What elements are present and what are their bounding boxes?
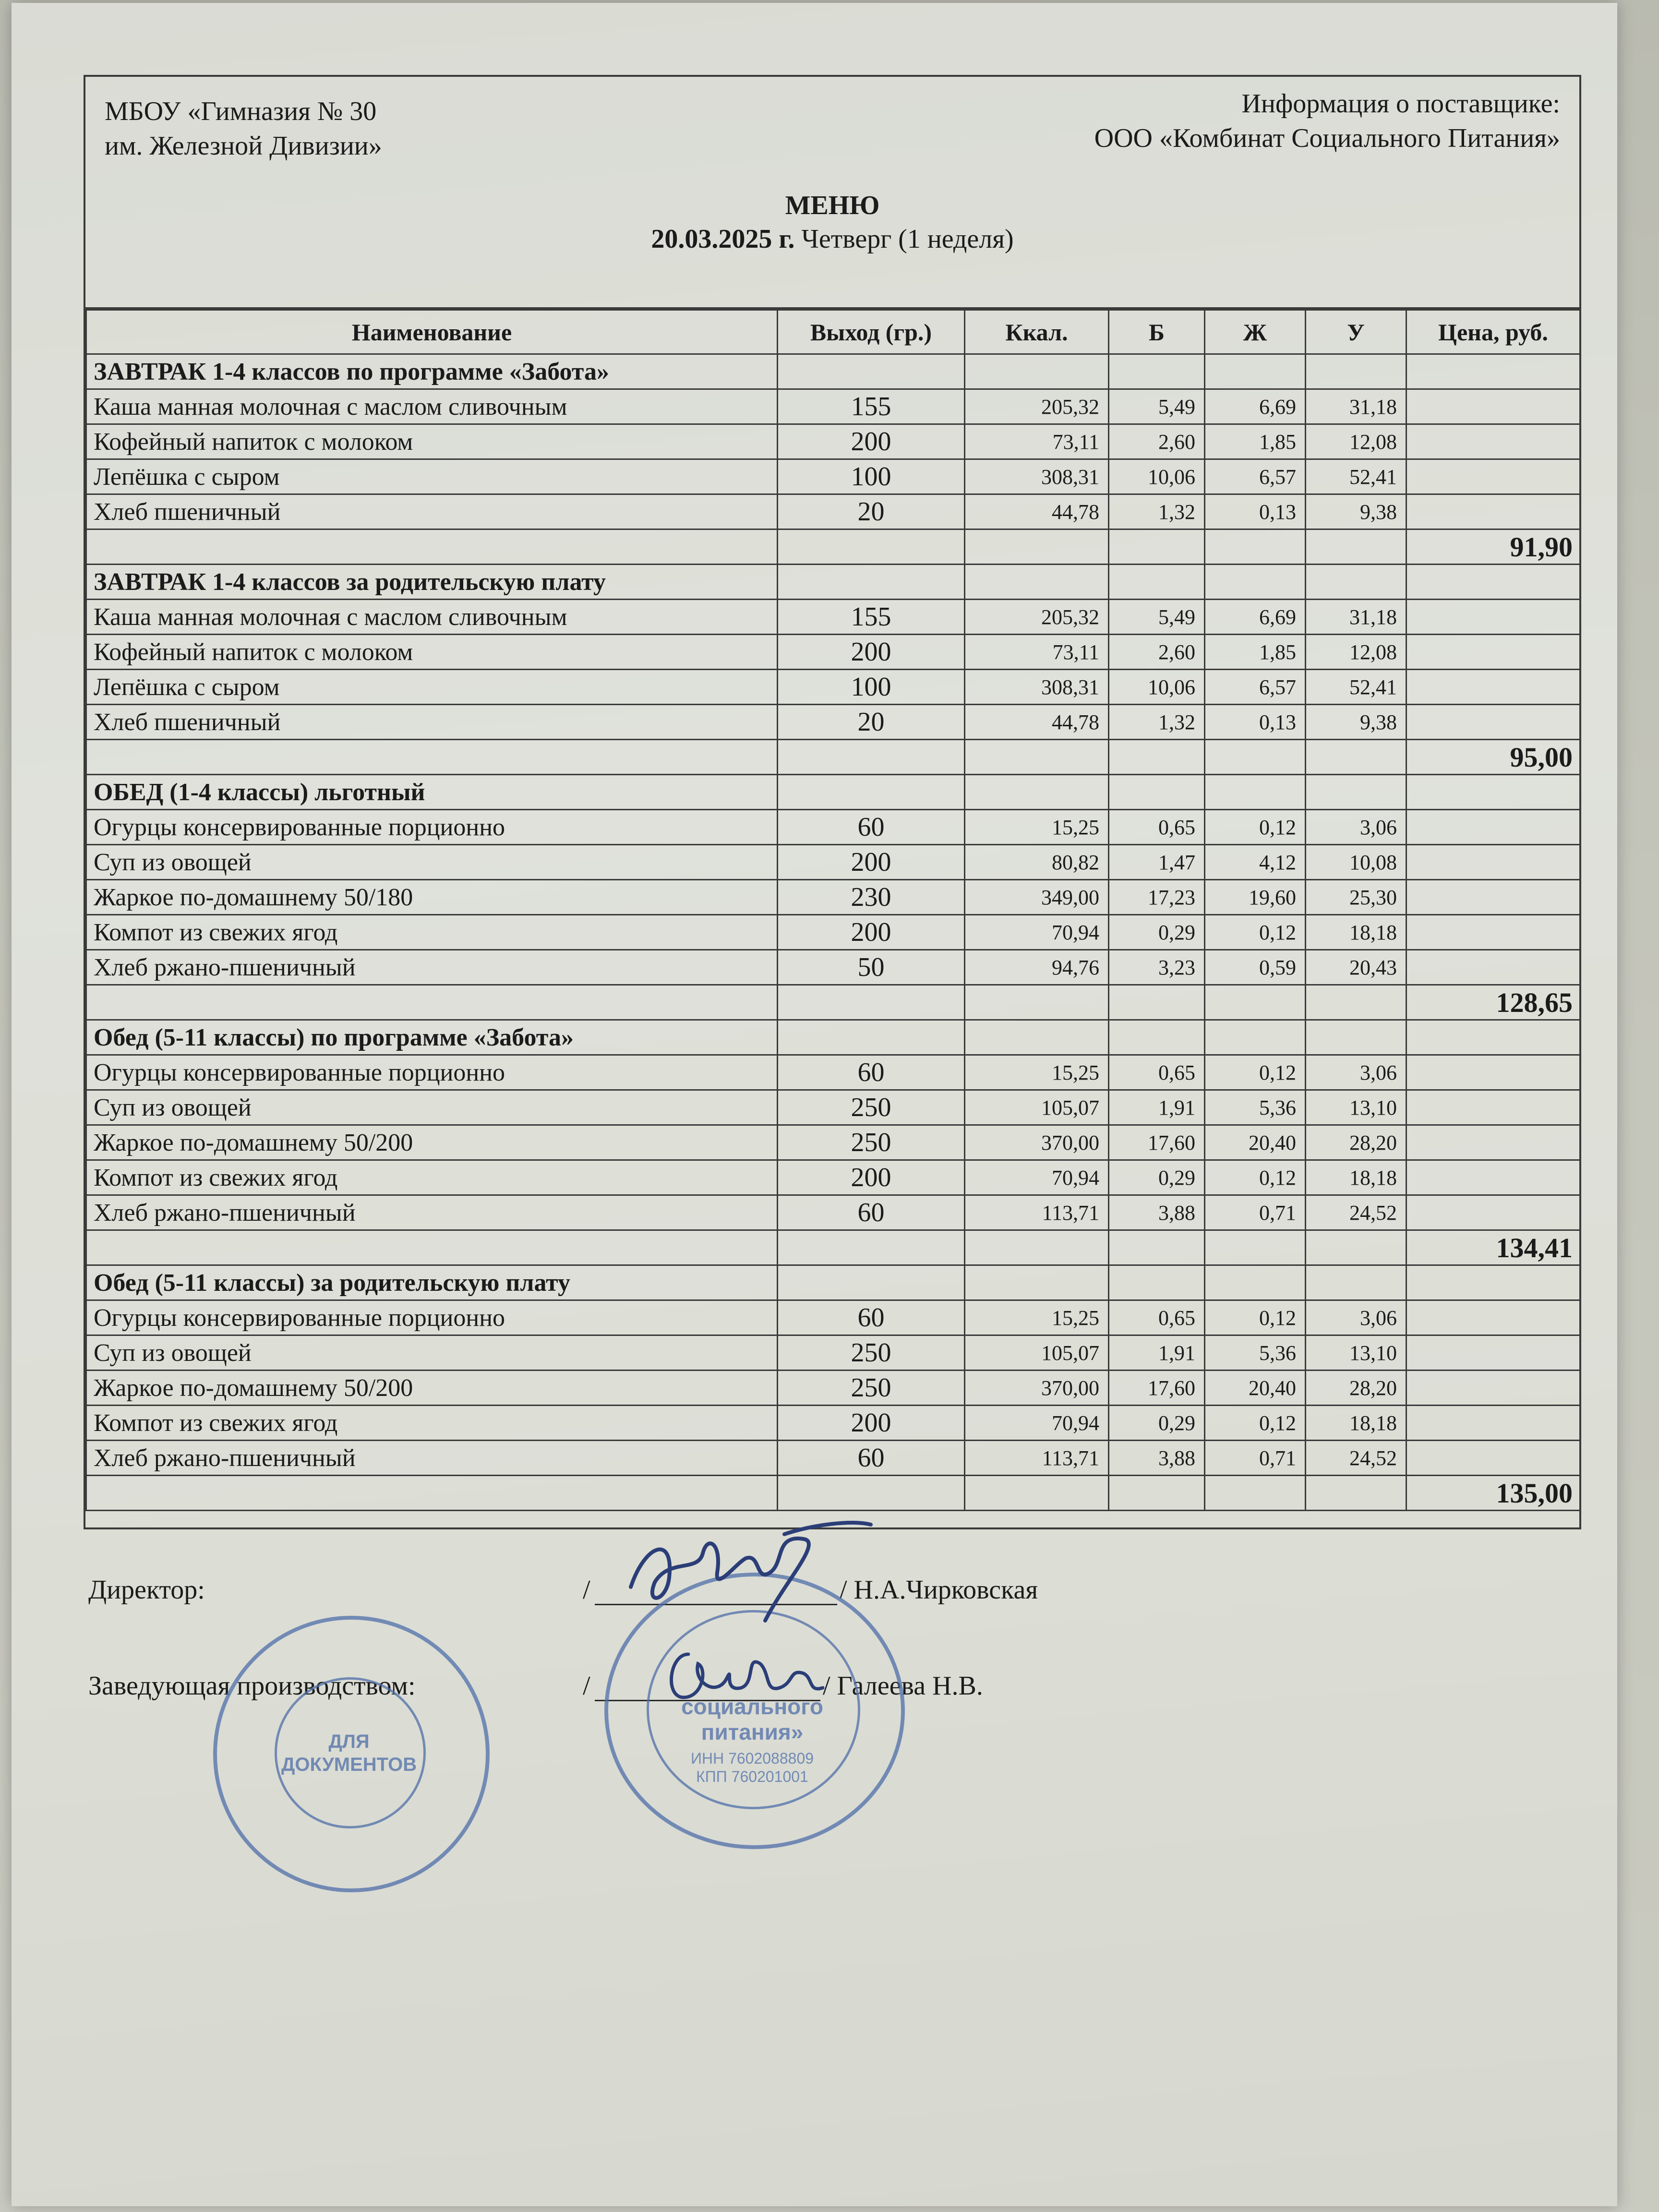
cell-b: 1,32 [1109,494,1205,529]
cell-u: 25,30 [1306,880,1407,915]
section-row [86,354,1580,389]
table-row [86,670,1580,705]
column-header: Ж [1205,310,1306,354]
director-name: / Н.А.Чирковская [840,1575,1038,1605]
table-row [86,459,1580,494]
director-label: Директор: [88,1575,205,1605]
table-row [86,1370,1580,1406]
cell-u: 12,08 [1306,424,1407,459]
section-title: ЗАВТРАК 1-4 классов по программе «Забота» [86,354,778,389]
director-signature [602,1505,900,1630]
dish-name: Кофейный напиток с молоком [86,635,778,670]
cell-zh: 6,57 [1205,670,1306,705]
cell-u: 18,18 [1306,1406,1407,1441]
column-header: Выход (гр.) [778,310,965,354]
cell-out: 200 [778,1406,965,1441]
cell-kcal: 349,00 [965,880,1109,915]
dish-name: Огурцы консервированные порционно [86,1055,778,1090]
cell-zh: 20,40 [1205,1370,1306,1406]
section-title: Обед (5-11 классы) по программе «Забота» [86,1020,778,1055]
section-total-price: 95,00 [1407,740,1580,775]
dish-name: Суп из овощей [86,1335,778,1370]
cell-out: 100 [778,670,965,705]
manager-slash: / [583,1671,590,1701]
dish-name: Хлеб пшеничный [86,494,778,529]
cell-kcal: 70,94 [965,915,1109,950]
column-header: Цена, руб. [1407,310,1580,354]
cell-b: 17,60 [1109,1370,1205,1406]
table-row [86,915,1580,950]
cell-zh: 4,12 [1205,845,1306,880]
dish-name: Лепёшка с сыром [86,670,778,705]
cell-u: 10,08 [1306,845,1407,880]
cell-u: 3,06 [1306,1300,1407,1335]
cell-u: 12,08 [1306,635,1407,670]
menu-date: 20.03.2025 г. Четверг (1 неделя) [651,224,1014,254]
cell-out: 60 [778,1441,965,1476]
cell-u: 24,52 [1306,1441,1407,1476]
cell-b: 5,49 [1109,600,1205,635]
cell-zh: 0,12 [1205,1406,1306,1441]
cell-kcal: 105,07 [965,1335,1109,1370]
section-row [86,1265,1580,1300]
cell-b: 1,91 [1109,1090,1205,1125]
cell-out: 250 [778,1370,965,1406]
cell-out: 200 [778,635,965,670]
cell-kcal: 370,00 [965,1370,1109,1406]
table-row [86,705,1580,740]
dish-name: Хлеб ржано-пшеничный [86,950,778,985]
stamp-center-text: ДЛЯ ДОКУМЕНТОВ [281,1731,417,1775]
cell-zh: 0,12 [1205,1055,1306,1090]
dish-name: Огурцы консервированные порционно [86,1300,778,1335]
cell-zh: 0,12 [1205,810,1306,845]
column-header: Наименование [86,310,778,354]
stamp-center-text-1: социального [681,1694,823,1719]
cell-zh: 5,36 [1205,1090,1306,1125]
menu-header [85,77,1579,309]
cell-zh: 0,71 [1205,1195,1306,1230]
cell-kcal: 15,25 [965,1055,1109,1090]
cell-out: 60 [778,810,965,845]
column-header: Б [1109,310,1205,354]
cell-out: 200 [778,1160,965,1195]
dish-name: Лепёшка с сыром [86,459,778,494]
cell-kcal: 44,78 [965,705,1109,740]
cell-b: 1,32 [1109,705,1205,740]
cell-u: 20,43 [1306,950,1407,985]
cell-u: 24,52 [1306,1195,1407,1230]
cell-b: 1,47 [1109,845,1205,880]
cell-u: 31,18 [1306,600,1407,635]
dish-name: Компот из свежих ягод [86,915,778,950]
supplier-info: Информация о поставщике: ООО «Комбинат Социального Питания» [1094,89,1560,153]
section-title: Обед (5-11 классы) за родительскую плату [86,1265,778,1300]
menu-frame [84,75,1581,1529]
menu-table [85,309,1581,1511]
table-row [86,424,1580,459]
cell-out: 60 [778,1195,965,1230]
cell-u: 28,20 [1306,1370,1407,1406]
cell-zh: 1,85 [1205,424,1306,459]
total-row [86,985,1580,1020]
table-row [86,1055,1580,1090]
cell-kcal: 70,94 [965,1406,1109,1441]
cell-u: 52,41 [1306,670,1407,705]
section-title: ЗАВТРАК 1-4 классов за родительскую плату [86,565,778,600]
cell-u: 18,18 [1306,1160,1407,1195]
cell-b: 0,65 [1109,1300,1205,1335]
table-row [86,1125,1580,1160]
table-row [86,1195,1580,1230]
cell-zh: 19,60 [1205,880,1306,915]
cell-zh: 0,13 [1205,494,1306,529]
dish-name: Жаркое по-домашнему 50/200 [86,1370,778,1406]
cell-b: 0,29 [1109,1406,1205,1441]
cell-zh: 6,57 [1205,459,1306,494]
cell-b: 10,06 [1109,670,1205,705]
dish-name: Хлеб пшеничный [86,705,778,740]
table-row [86,635,1580,670]
cell-b: 0,29 [1109,915,1205,950]
school-stamp [213,1616,490,1892]
cell-u: 13,10 [1306,1335,1407,1370]
cell-u: 9,38 [1306,705,1407,740]
cell-u: 3,06 [1306,1055,1407,1090]
section-row [86,775,1580,810]
dish-name: Каша манная молочная с маслом сливочным [86,600,778,635]
table-row [86,494,1580,529]
cell-kcal: 113,71 [965,1441,1109,1476]
dish-name: Каша манная молочная с маслом сливочным [86,389,778,424]
column-header: Ккал. [965,310,1109,354]
table-header-row [86,310,1580,354]
table-row [86,845,1580,880]
cell-kcal: 308,31 [965,670,1109,705]
table-row [86,950,1580,985]
cell-kcal: 205,32 [965,389,1109,424]
cell-b: 3,88 [1109,1441,1205,1476]
table-row [86,880,1580,915]
cell-kcal: 94,76 [965,950,1109,985]
cell-zh: 6,69 [1205,600,1306,635]
cell-out: 250 [778,1090,965,1125]
cell-zh: 0,59 [1205,950,1306,985]
table-row [86,1300,1580,1335]
cell-zh: 0,13 [1205,705,1306,740]
table-row [86,1335,1580,1370]
total-row [86,529,1580,565]
cell-out: 155 [778,600,965,635]
cell-b: 0,65 [1109,810,1205,845]
cell-zh: 1,85 [1205,635,1306,670]
cell-b: 3,88 [1109,1195,1205,1230]
cell-kcal: 80,82 [965,845,1109,880]
cell-u: 3,06 [1306,810,1407,845]
menu-title: МЕНЮ [785,191,880,220]
cell-zh: 0,71 [1205,1441,1306,1476]
cell-u: 9,38 [1306,494,1407,529]
cell-zh: 0,12 [1205,915,1306,950]
stamp-inn: ИНН 7602088809 [690,1750,814,1767]
cell-zh: 0,12 [1205,1300,1306,1335]
document-page [12,3,1617,2206]
school-name: МБОУ «Гимназия № 30 им. Железной Дивизии» [105,96,382,161]
cell-b: 0,29 [1109,1160,1205,1195]
cell-zh: 5,36 [1205,1335,1306,1370]
dish-name: Жаркое по-домашнему 50/200 [86,1125,778,1160]
cell-b: 2,60 [1109,424,1205,459]
cell-out: 60 [778,1055,965,1090]
cell-b: 17,60 [1109,1125,1205,1160]
dish-name: Компот из свежих ягод [86,1406,778,1441]
cell-b: 3,23 [1109,950,1205,985]
dish-name: Суп из овощей [86,1090,778,1125]
cell-b: 5,49 [1109,389,1205,424]
cell-kcal: 15,25 [965,810,1109,845]
total-row [86,1230,1580,1265]
cell-out: 20 [778,494,965,529]
cell-kcal: 44,78 [965,494,1109,529]
section-total-price: 128,65 [1407,985,1580,1020]
cell-u: 18,18 [1306,915,1407,950]
cell-kcal: 70,94 [965,1160,1109,1195]
table-row [86,1160,1580,1195]
stamp-center-text-2: питания» [701,1719,804,1744]
cell-b: 17,23 [1109,880,1205,915]
table-row [86,1090,1580,1125]
cell-kcal: 73,11 [965,635,1109,670]
cell-zh: 20,40 [1205,1125,1306,1160]
cell-u: 31,18 [1306,389,1407,424]
manager-signature [650,1625,852,1721]
dish-name: Хлеб ржано-пшеничный [86,1441,778,1476]
director-slash: / [583,1575,590,1605]
cell-u: 13,10 [1306,1090,1407,1125]
manager-name: / Галеева Н.В. [823,1671,983,1701]
cell-out: 230 [778,880,965,915]
cell-out: 200 [778,424,965,459]
section-total-price: 91,90 [1407,529,1580,565]
cell-kcal: 113,71 [965,1195,1109,1230]
cell-out: 50 [778,950,965,985]
cell-out: 60 [778,1300,965,1335]
cell-zh: 6,69 [1205,389,1306,424]
section-total-price: 134,41 [1407,1230,1580,1265]
total-row [86,740,1580,775]
dish-name: Огурцы консервированные порционно [86,810,778,845]
section-total-price: 135,00 [1407,1476,1580,1511]
dish-name: Суп из овощей [86,845,778,880]
cell-b: 0,65 [1109,1055,1205,1090]
menu-table-body [86,354,1580,1511]
manager-label: Заведующая производством: [88,1671,416,1701]
section-title: ОБЕД (1-4 классы) льготный [86,775,778,810]
table-row [86,810,1580,845]
cell-out: 250 [778,1125,965,1160]
stamp-kpp: КПП 760201001 [696,1768,808,1785]
cell-u: 52,41 [1306,459,1407,494]
cell-kcal: 105,07 [965,1090,1109,1125]
cell-b: 1,91 [1109,1335,1205,1370]
cell-b: 10,06 [1109,459,1205,494]
cell-zh: 0,12 [1205,1160,1306,1195]
cell-u: 28,20 [1306,1125,1407,1160]
cell-kcal: 308,31 [965,459,1109,494]
cell-out: 250 [778,1335,965,1370]
dish-name: Хлеб ржано-пшеничный [86,1195,778,1230]
dish-name: Компот из свежих ягод [86,1160,778,1195]
dish-name: Жаркое по-домашнему 50/180 [86,880,778,915]
table-row [86,389,1580,424]
cell-kcal: 73,11 [965,424,1109,459]
section-row [86,565,1580,600]
cell-b: 2,60 [1109,635,1205,670]
cell-out: 200 [778,845,965,880]
cell-kcal: 15,25 [965,1300,1109,1335]
table-row [86,1441,1580,1476]
cell-out: 200 [778,915,965,950]
cell-out: 155 [778,389,965,424]
column-header: У [1306,310,1407,354]
table-row [86,1406,1580,1441]
section-row [86,1020,1580,1055]
cell-out: 100 [778,459,965,494]
dish-name: Кофейный напиток с молоком [86,424,778,459]
table-row [86,600,1580,635]
cell-out: 20 [778,705,965,740]
cell-kcal: 370,00 [965,1125,1109,1160]
cell-kcal: 205,32 [965,600,1109,635]
